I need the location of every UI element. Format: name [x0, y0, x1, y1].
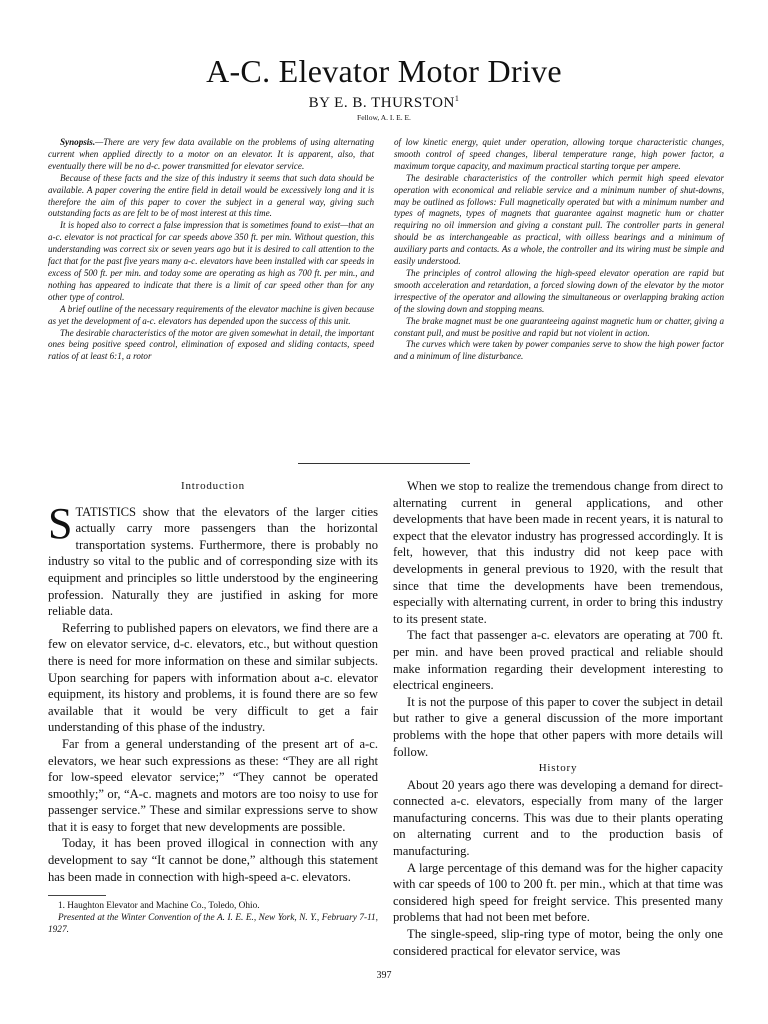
abstract-paragraph: The principles of control allowing the high-speed elevator operation are rapid but smooth acceleration and retardation, a forced slowing down of the elevator by the motor irrespective of the operator and allowing the simultaneous or overlapping braking action of the slowing down and stopping means.: [394, 267, 724, 314]
footnote-presented: Presented at the Winter Convention of the A. I. E. E., New York, N. Y., February 7-11, 1927.: [48, 913, 378, 936]
drop-cap: S: [48, 498, 73, 548]
footnotes: [48, 900, 378, 936]
body-paragraph: The single-speed, slip-ring type of motor, being the only one considered practical for elevator service, was: [393, 927, 723, 958]
body-paragraph: A large percentage of this demand was for the higher capacity with car speeds of 100 to 200 ft. per min., which at that time was considered high speed for freight service. This presented many problems that had not been met before.: [393, 860, 723, 925]
body-paragraph: When we stop to realize the tremendous change from direct to alternating current in general applications, and other developments that have been made in recent years, it is natural to expect that the elevator industry has progressed accordingly. It is felt, however, that this industry did not keep pace with developments in general previous to 1920, with the result that since that time the developments have been tremendous, especially with alternating current, in order to bring this industry to its present state.: [393, 479, 723, 626]
body-paragraph: The fact that passenger a-c. elevators are operating at 700 ft. per min. and have been proved practical and reliable should make information regarding their development interesting to electrical engineers.: [393, 628, 723, 693]
paper-title: A-C. Elevator Motor Drive: [206, 53, 562, 89]
abstract-paragraph: The desirable characteristics of the controller which permit high speed elevator operation with economical and reliable service and a minimum number of shut-downs, may be outlined as follows: Full magnetically operated but with a minimum number and types of magnets, types of magnets that guarantee against magnetic hum or chatter requiring no oil immersion and giving a constant pull. The controller parts in general should be as interchangeable as practical, with oilless bearings and a minimum of auxiliary parts and contacts. As a whole, the controller and its wiring must be simple and easily understood.: [394, 172, 724, 267]
author-byline: [0, 94, 768, 112]
abstract-paragraph: Because of these facts and the size of this industry it seems that such data should be available. A paper covering the entire field in detail would be excessively long and it is therefore the aim of this paper to cover the subject in a general way, giving such outstanding facts as are felt to be of most interest at this time.: [48, 172, 374, 219]
body-paragraph: About 20 years ago there was developing a demand for direct-connected a-c. elevators, especially from many of the larger manufacturing concerns. This was due to their plants operating on alternating current and to the production basis of manufacturing.: [393, 777, 723, 859]
author-affiliation: Fellow, A. I. E. E.: [357, 113, 411, 122]
abstract-paragraph: The curves which were taken by power companies serve to show the high power factor and a minimum of line disturbance.: [394, 339, 724, 362]
footnote-affiliation: 1. Haughton Elevator and Machine Co., Toledo, Ohio.: [58, 901, 260, 912]
abstract-left-column: [48, 137, 374, 363]
page-number: 397: [376, 970, 392, 981]
abstract-paragraph: of low kinetic energy, quiet under operation, allowing torque characteristic changes, smooth control of speed changes, liberal temperature range, high power factor, a maximum torque capacity, and maximum practical starting torque per ampere.: [394, 137, 724, 171]
body-paragraph: It is not the purpose of this paper to cover the subject in detail but rather to give a general discussion of the more important problems with the hope that other papers with more details will follow.: [393, 694, 723, 759]
body-paragraph: Referring to published papers on elevators, we find there are a few on elevator service, d-c. elevators, etc., but without question there is need for more information on these and similar subjects. Upon searching for papers with information about a-c. elevator equipment, its history and problems, it is found there are so few available that it would be very difficult to get a fair understanding of this phase of the industry.: [48, 620, 378, 735]
history-heading: History: [538, 762, 578, 775]
abstract-paragraph: It is hoped also to correct a false impression that is sometimes found to exist—that an a-c. elevator is not practical for car speeds above 350 ft. per min. Without question, this understanding was correct six or seven years ago but it is desired to call attention to the fact that for the past five years many a-c. elevators have been installed with car speeds in excess of 500 ft. per min. and today some are operating as high as 700 ft. per min., and nothing has appeared to indicate that there is a limit of car speed other than for any other type of control.: [48, 220, 374, 302]
body-paragraph: Today, it has been proved illogical in connection with any development to say “It cannot be done,” although this statement has been made in connection with high-speed a-c. elevators.: [48, 836, 378, 884]
abstract-paragraph: A brief outline of the necessary requirements of the elevator machine is given because as yet the development of a-c. elevators has depended upon the success of this unit.: [48, 303, 374, 326]
introduction-heading: Introduction: [181, 480, 245, 492]
synopsis-label: Synopsis.: [60, 137, 96, 147]
body-right-column: [393, 478, 723, 959]
author-name: BY E. B. THURSTON: [308, 95, 455, 111]
abstract-right-column: [394, 137, 724, 363]
body-paragraph: [48, 498, 378, 620]
abstract-paragraph: The desirable characteristics of the motor are given somewhat in detail, the important ones being positive speed control, elimination of exposed and sliding contacts, speed ratios of at least 6:1, a rotor: [48, 327, 374, 362]
abstract-paragraph: [48, 137, 374, 173]
section-divider: [298, 463, 470, 464]
abstract-text: —There are very few data available on the problems of using alternating current when applied directly to a motor on an elevator. It is apparent, also, that eventually there will be no d-c. power transmitted for elevator service.: [48, 137, 374, 171]
body-text: TATISTICS show that the elevators of the larger cities actually carry more passengers than the horizontal transportation systems. Furthermore, there is probably no industry so vital to the public and of corresponding size with its equipment and principles so little understood by the engineering profession. Naturally they are justified in asking for more reliable data.: [48, 504, 378, 619]
abstract-paragraph: The brake magnet must be one guaranteeing against magnetic hum or chatter, giving a constant pull, and must be positive and rapid but not violent in action.: [394, 315, 724, 338]
footnote-marker: 1: [454, 94, 460, 103]
body-paragraph: Far from a general understanding of the present art of a-c. elevators, we hear such expressions as these: “They are all right for low-speed elevator service;” “They cannot be operated smoothly;” or, “A-c. magnets and motors are too noisy to use for passenger service.” These and similar expressions serve to show that it is easy to forget that new developments are possible.: [48, 736, 378, 834]
footnote-divider: [48, 895, 106, 896]
body-left-column: [48, 478, 378, 936]
